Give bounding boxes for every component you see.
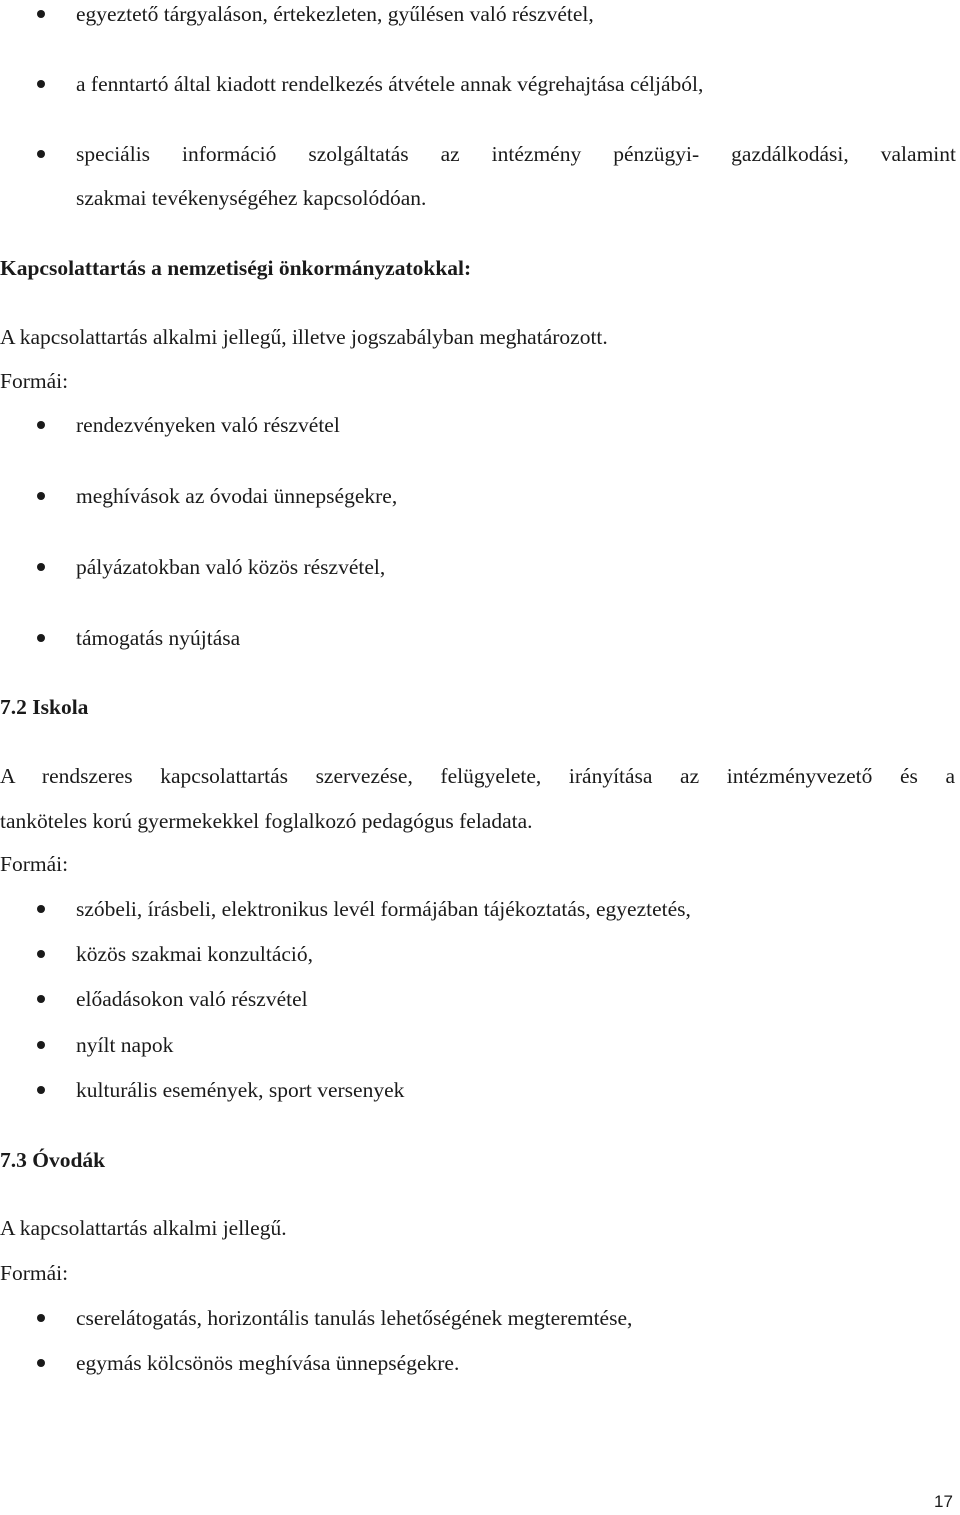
list-item	[0, 1350, 960, 1376]
list-item-text: nyílt napok	[76, 1033, 174, 1057]
list-item-text: speciális információ szolgáltatás az intézmény pénzügyi- gazdálkodási, valamint	[76, 142, 956, 166]
bullet-icon	[37, 1314, 45, 1322]
list-item-continuation: szakmai tevékenységéhez kapcsolódóan.	[76, 186, 427, 210]
formai-label: Formái:	[0, 369, 69, 393]
list-item-text: rendezvényeken való részvétel	[76, 413, 340, 437]
bullet-icon	[37, 905, 45, 913]
list-item-text: előadásokon való részvétel	[76, 987, 308, 1011]
list-item	[0, 71, 960, 97]
bullet-icon	[37, 1359, 45, 1367]
list-item	[0, 554, 960, 580]
list-item	[0, 986, 960, 1012]
list-item	[0, 941, 960, 967]
list-item	[0, 1, 960, 27]
list-item	[0, 412, 960, 438]
bullet-icon	[37, 80, 45, 88]
list-item-text: kulturális események, sport versenyek	[76, 1078, 405, 1102]
list-item-text: szóbeli, írásbeli, elektronikus levél formájában tájékoztatás, egyeztetés,	[76, 897, 691, 921]
bullet-icon	[37, 995, 45, 1003]
list-item-text: meghívások az óvodai ünnepségekre,	[76, 484, 398, 508]
list-item-text: egyeztető tárgyaláson, értekezleten, gyűlésen való részvétel,	[76, 2, 594, 26]
list-item-text: a fenntartó által kiadott rendelkezés átvétele annak végrehajtása céljából,	[76, 72, 704, 96]
paragraph-line: tanköteles korú gyermekekkel foglalkozó pedagógus feladata.	[0, 809, 533, 833]
bullet-icon	[37, 563, 45, 571]
formai-label: Formái:	[0, 852, 69, 876]
formai-label: Formái:	[0, 1261, 69, 1285]
section-heading-nemzetisegi: Kapcsolattartás a nemzetiségi önkormányzatokkal:	[0, 256, 472, 280]
bullet-icon	[37, 492, 45, 500]
page-number: 17	[934, 1492, 953, 1511]
list-item	[0, 1032, 960, 1058]
list-item-text: egymás kölcsönös meghívása ünnepségekre.	[76, 1351, 460, 1375]
bullet-icon	[37, 421, 45, 429]
bullet-icon	[37, 950, 45, 958]
list-item-text: támogatás nyújtása	[76, 626, 241, 650]
section-heading-iskola: 7.2 Iskola	[0, 695, 89, 719]
list-item-text: cserelátogatás, horizontális tanulás lehetőségének megteremtése,	[76, 1306, 633, 1330]
section-intro: A kapcsolattartás alkalmi jellegű.	[0, 1216, 287, 1240]
list-item-text: pályázatokban való közös részvétel,	[76, 555, 386, 579]
section-heading-ovodak: 7.3 Óvodák	[0, 1148, 106, 1172]
list-item	[0, 141, 960, 167]
bullet-icon	[37, 1086, 45, 1094]
section-intro: A kapcsolattartás alkalmi jellegű, illetve jogszabályban meghatározott.	[0, 325, 608, 349]
list-item	[0, 483, 960, 509]
bullet-icon	[37, 10, 45, 18]
list-item	[0, 625, 960, 651]
list-item	[0, 896, 960, 922]
bullet-icon	[37, 1041, 45, 1049]
paragraph-line: A rendszeres kapcsolattartás szervezése, felügyelete, irányítása az intézményvezető és a	[0, 764, 955, 788]
list-item	[0, 1077, 960, 1103]
list-item-text: közös szakmai konzultáció,	[76, 942, 314, 966]
list-item	[0, 1305, 960, 1331]
bullet-icon	[37, 634, 45, 642]
bullet-icon	[37, 150, 45, 158]
